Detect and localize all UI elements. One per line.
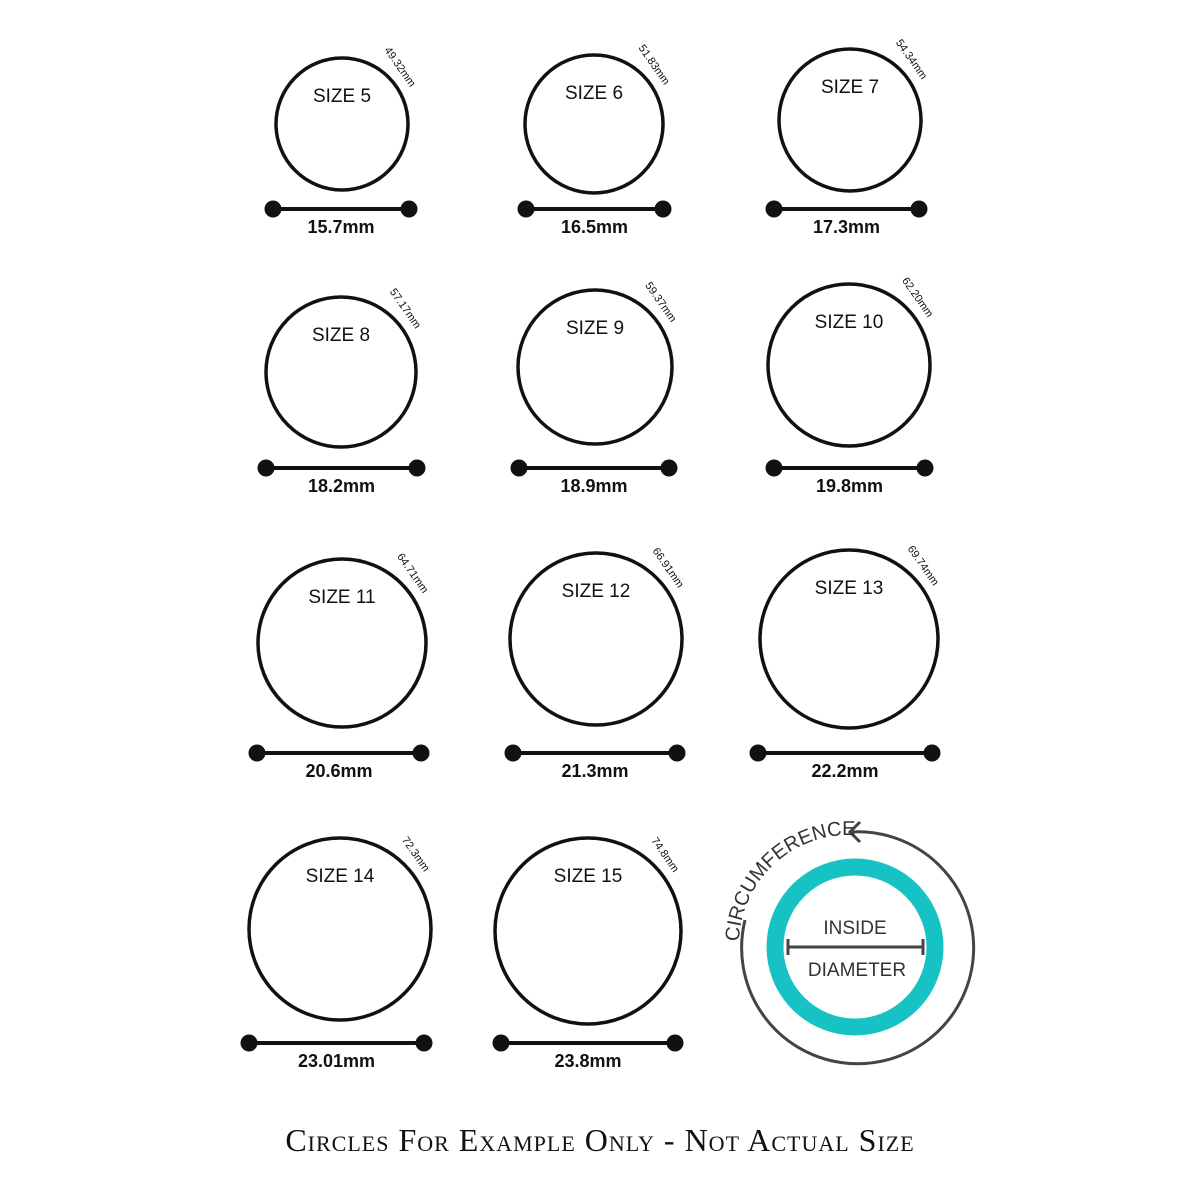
diameter-endpoint-left bbox=[511, 460, 528, 477]
diameter-label: 21.3mm bbox=[561, 761, 629, 781]
diameter-endpoint-left bbox=[750, 745, 767, 762]
diameter-label: 18.2mm bbox=[307, 476, 376, 496]
diameter-endpoint-left bbox=[258, 460, 275, 477]
ring-circle bbox=[266, 297, 416, 447]
ring-size-item bbox=[241, 835, 433, 1071]
size-label: SIZE 8 bbox=[311, 325, 371, 346]
diameter-label: 17.3mm bbox=[812, 217, 881, 237]
circumference-label: 62.20mm bbox=[899, 275, 936, 320]
diameter-endpoint-left bbox=[766, 201, 783, 218]
diameter-endpoint-left bbox=[493, 1035, 510, 1052]
ring-size-item bbox=[258, 287, 426, 496]
size-label: SIZE 15 bbox=[553, 866, 623, 887]
circumference-label: CIRCUMFERENCE bbox=[721, 817, 856, 943]
diameter-endpoint-left bbox=[766, 460, 783, 477]
size-label: SIZE 11 bbox=[308, 587, 376, 608]
circumference-label: 49.32mm bbox=[381, 44, 418, 90]
circumference-label: 72.3mm bbox=[398, 834, 432, 875]
diameter-endpoint-left bbox=[505, 745, 522, 762]
diameter-endpoint-right bbox=[401, 201, 418, 218]
diameter-endpoint-left bbox=[249, 745, 266, 762]
diameter-label: 15.7mm bbox=[307, 217, 375, 237]
diameter-endpoint-right bbox=[667, 1035, 684, 1052]
diameter-endpoint-right bbox=[655, 201, 672, 218]
ring-circle bbox=[510, 553, 682, 725]
size-label: SIZE 6 bbox=[564, 83, 624, 104]
diameter-label: 18.9mm bbox=[560, 476, 628, 496]
size-label: SIZE 5 bbox=[312, 86, 372, 107]
circumference-label: 54.34mm bbox=[893, 37, 930, 82]
ring-circle bbox=[760, 550, 938, 728]
size-label: SIZE 10 bbox=[814, 312, 884, 333]
diameter-endpoint-right bbox=[409, 460, 426, 477]
circumference-label: 74.8mm bbox=[648, 835, 682, 875]
ring-size-item bbox=[750, 544, 941, 781]
ring-size-item bbox=[493, 835, 684, 1071]
disclaimer-footer: Circles For Example Only - Not Actual Size bbox=[285, 1122, 915, 1158]
diameter-endpoint-right bbox=[911, 201, 928, 218]
ring-size-item bbox=[766, 275, 936, 496]
diameter-endpoint-left bbox=[265, 201, 282, 218]
diameter-endpoint-right bbox=[917, 460, 934, 477]
ring-circle bbox=[518, 290, 672, 444]
size-label: SIZE 12 bbox=[561, 581, 631, 602]
circumference-label: 66.91mm bbox=[649, 545, 686, 591]
diameter-label: 23.8mm bbox=[554, 1051, 622, 1071]
inside-label: INSIDE bbox=[823, 918, 887, 939]
diameter-endpoint-right bbox=[413, 745, 430, 762]
measurement-legend bbox=[722, 818, 974, 1064]
diameter-endpoint-right bbox=[661, 460, 678, 477]
size-label: SIZE 13 bbox=[814, 578, 884, 599]
diameter-endpoint-right bbox=[669, 745, 686, 762]
diameter-label: 20.6mm bbox=[305, 761, 373, 781]
ring-size-item bbox=[249, 551, 431, 781]
diameter-endpoint-right bbox=[924, 745, 941, 762]
ring-circle bbox=[258, 559, 426, 727]
circumference-label: 51.83mm bbox=[635, 42, 672, 88]
size-label: SIZE 14 bbox=[305, 866, 375, 887]
rings-layer bbox=[241, 37, 941, 1071]
diameter-label: 22.2mm bbox=[811, 761, 879, 781]
size-label: SIZE 9 bbox=[565, 318, 625, 339]
diameter-label: 23.01mm bbox=[297, 1051, 376, 1071]
ring-size-item bbox=[505, 546, 686, 781]
diameter-label: 19.8mm bbox=[815, 476, 884, 496]
ring-circle bbox=[779, 49, 921, 191]
ring-size-item bbox=[265, 45, 418, 237]
diameter-endpoint-left bbox=[518, 201, 535, 218]
circumference-label: 64.71mm bbox=[394, 551, 431, 596]
ring-size-item bbox=[766, 37, 930, 237]
diameter-endpoint-right bbox=[416, 1035, 433, 1052]
size-label: SIZE 7 bbox=[820, 77, 880, 98]
diameter-label: 16.5mm bbox=[560, 217, 629, 237]
circumference-label: 59.37mm bbox=[642, 280, 679, 325]
diameter-label: DIAMETER bbox=[807, 960, 907, 981]
diameter-endpoint-left bbox=[241, 1035, 258, 1052]
ring-size-item bbox=[511, 280, 679, 496]
circumference-label: 57.17mm bbox=[386, 286, 424, 331]
ring-circle bbox=[768, 284, 930, 446]
circumference-label: 69.74mm bbox=[904, 543, 941, 589]
ring-size-item bbox=[518, 43, 672, 237]
ring-circle bbox=[525, 55, 663, 193]
ring-circle bbox=[276, 58, 408, 190]
